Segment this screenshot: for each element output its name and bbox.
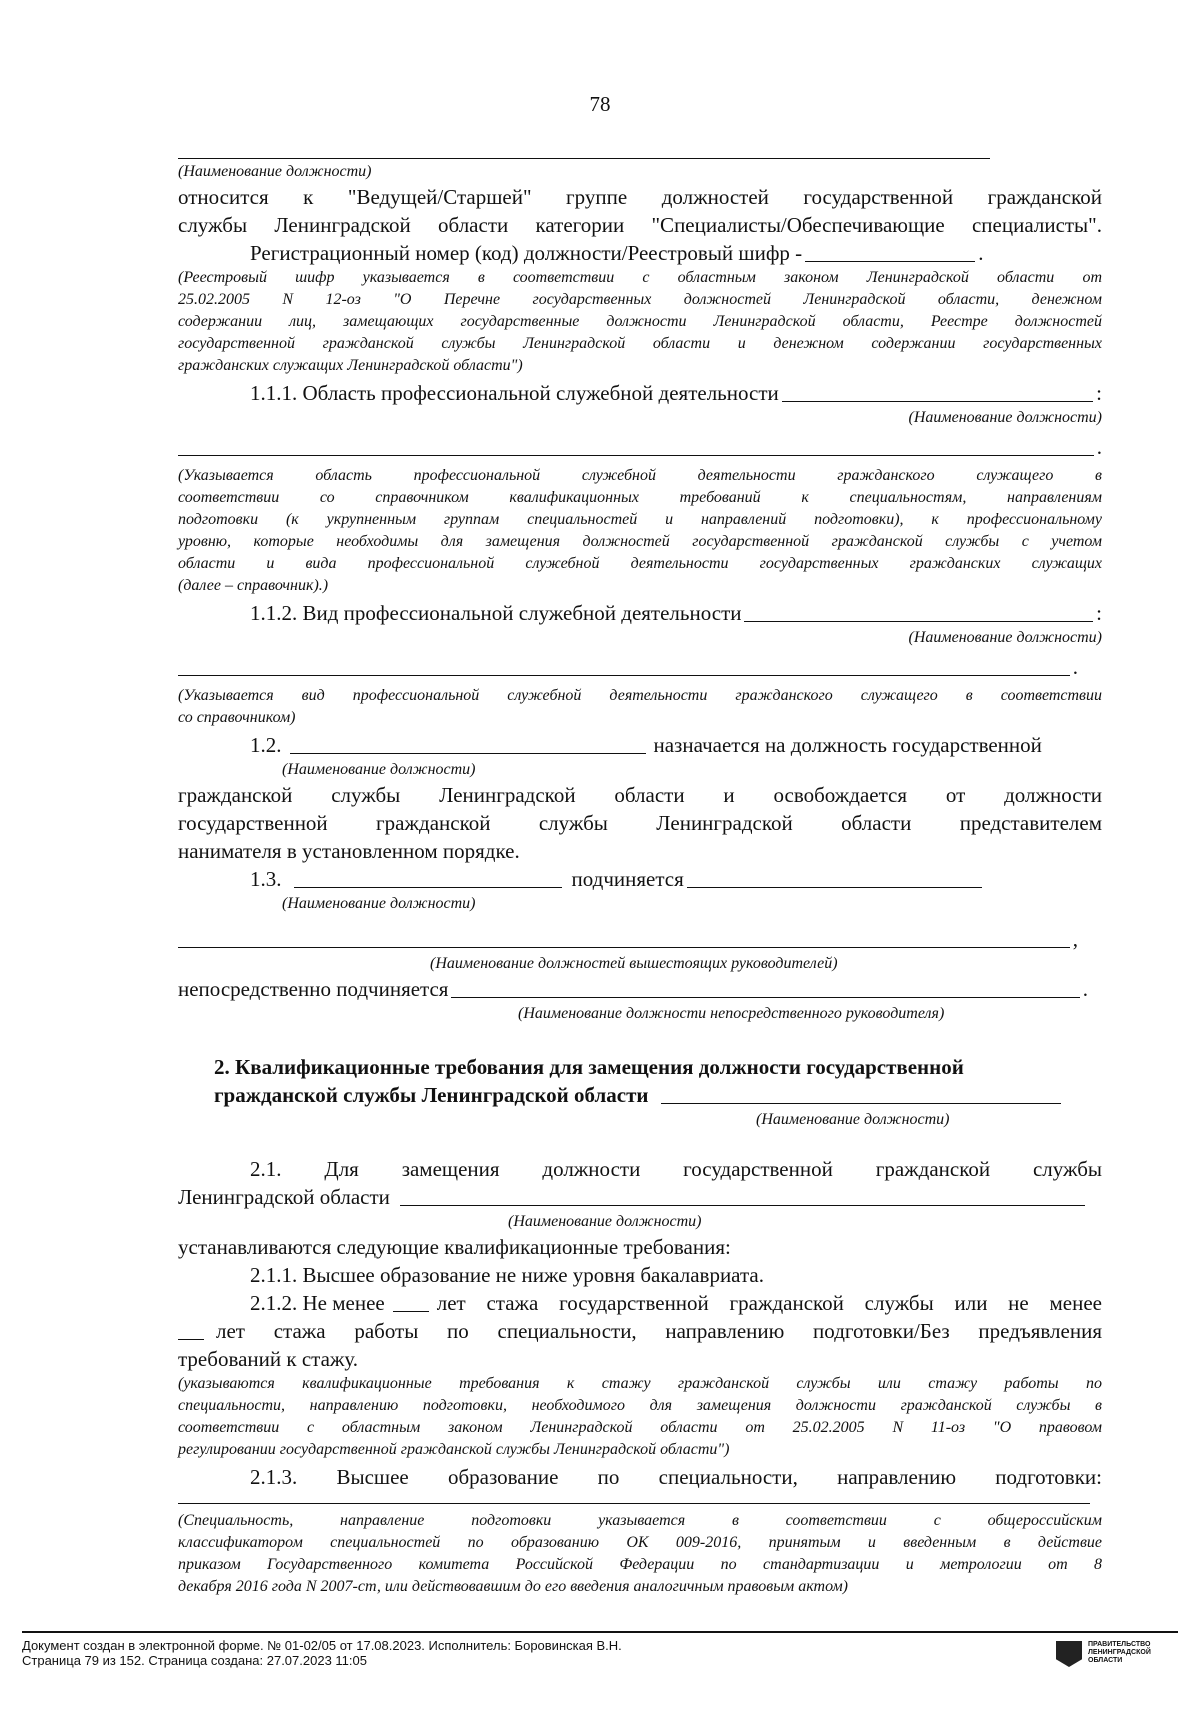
footer-divider [22,1631,1178,1633]
note-line: декабря 2016 года N 2007-ст, или действовавшим до его введения аналогичным правовым актом) [178,1578,849,1595]
direct-subordination: непосредственно подчиняется . [178,977,1088,1001]
note-line: (указываются квалификационные требования к стажу гражданской службы или стажу работы по [178,1375,1102,1392]
paragraph-line: гражданской службы Ленинградской области и освобождается от должности [178,783,1102,807]
caption: (Наименование должности) [908,629,1102,646]
blank-line [393,1291,429,1312]
paragraph-line [178,1183,1088,1211]
blank-line [782,381,1093,402]
section-12 [178,731,1102,759]
section-number: 1.3. [250,867,282,891]
logo-text [1088,1641,1151,1665]
blank-line [451,977,1079,998]
paragraph-line: нанимателя в установленном порядке. [178,839,520,863]
section-112: 1.1.2. Вид профессиональной служебной деятельности : [250,601,1102,625]
note-line: со справочником) [178,709,296,726]
note-line: содержании лиц, замещающих государственные должности Ленинградской области, Реестре должностей [178,313,1102,330]
caption: (Наименование должности) [508,1213,702,1230]
coat-of-arms-icon [1056,1641,1082,1667]
paragraph-line: относится к "Ведущей/Старшей" группе должностей государственной гражданской [178,185,1102,209]
blank-line [178,1319,204,1340]
blank-line [805,241,975,262]
paragraph-line: устанавливаются следующие квалификационные требования: [178,1235,731,1259]
note-line: (Указывается вид профессиональной служебной деятельности гражданского служащего в соответствии [178,687,1102,704]
footer [22,1638,622,1668]
section-text: назначается на должность государственной [653,733,1042,757]
paragraph-line: государственной гражданской службы Ленинградской области представителем [178,811,1102,835]
section-text: лет стажа государственной гражданской службы или не менее [436,1291,1102,1315]
section-111: 1.1.1. Область профессиональной служебной деятельности : [250,381,1102,405]
section-text: подчиняется [571,867,684,891]
note-line: регулировании государственной гражданской службы Ленинградской области") [178,1441,730,1458]
paragraph-line: 2.1. Для замещения должности государственной гражданской службы [250,1157,1102,1181]
section-heading [178,1081,1064,1109]
caption: (Наименование должности) [282,761,476,778]
blank-line [178,927,1070,948]
blank-row: , [178,925,1078,953]
section-text: лет стажа работы по специальности, направлению подготовки/Без предъявления [216,1319,1102,1343]
section-text: Ленинградской области [178,1185,390,1209]
note-line: 25.02.2005 N 12-оз "О Перечне государственных должностей Ленинградской области, денежном [178,291,1102,308]
footer-line: Документ создан в электронной форме. № 01-02/05 от 17.08.2023. Исполнитель: Боровинская В.Н. [22,1638,622,1653]
caption: (Наименование должности) [178,163,372,180]
note-line: (Указывается область профессиональной служебной деятельности гражданского служащего в [178,467,1102,484]
paragraph-line: 2.1.3. Высшее образование по специальности, направлению подготовки: [250,1465,1102,1489]
note-line: соответствии с областным законом Ленинградской области от 25.02.2005 N 11-оз "О правовом [178,1419,1102,1436]
paragraph-line: требований к стажу. [178,1347,359,1371]
caption: (Наименование должности) [756,1111,950,1128]
blank-row: . [178,653,1078,681]
page-number: 78 [589,92,611,116]
blank-line [178,655,1070,676]
logo-text-line: ПРАВИТЕЛЬСТВО [1088,1641,1151,1648]
paragraph-line: службы Ленинградской области категории "Специалисты/Обеспечивающие специалисты". [178,213,1102,237]
caption: (Наименование должности непосредственного руководителя) [518,1005,945,1022]
caption: (Наименование должности) [282,895,476,912]
document-body [178,163,1102,1598]
blank-line [290,733,646,754]
heading-text: гражданской службы Ленинградской области [214,1083,649,1107]
paragraph-line: 2.1.1. Высшее образование не ниже уровня бакалавриата. [250,1263,764,1287]
note-line: (далее – справочник).) [178,577,329,594]
note-line: подготовки (к укрупненным группам специальностей и направлений подготовки), к профессиональному [178,511,1102,528]
blank-line [687,867,982,888]
logo-text-line: ОБЛАСТИ [1088,1657,1123,1664]
blank-line [744,601,1093,622]
section-13 [178,865,985,893]
caption: (Наименование должностей вышестоящих руководителей) [430,955,838,972]
note-line: гражданских служащих Ленинградской области") [178,357,523,374]
section-text: 2.1.2. Не менее [250,1291,385,1315]
blank-line [400,1185,1085,1206]
note-line: специальности, направлению подготовки, необходимого для замещения должности гражданской службы в [178,1397,1102,1414]
paragraph-line [178,1289,1102,1317]
note-line: классификатором специальностей по образованию ОК 009-2016, принятым и введенным в действие [178,1534,1102,1551]
section-heading: 2. Квалификационные требования для замещения должности государственной [214,1055,964,1079]
government-logo [1056,1641,1151,1667]
blank-row: . [178,433,1102,461]
paragraph-line [178,1317,1102,1345]
registration-line: Регистрационный номер (код) должности/Реестровый шифр - . [250,241,984,265]
section-number: 1.2. [250,733,282,757]
footer-line: Страница 79 из 152. Страница создана: 27.07.2023 11:05 [22,1653,367,1668]
note-line: (Специальность, направление подготовки указывается в соответствии с общероссийским [178,1512,1102,1529]
note-line: государственной гражданской службы Ленинградской области и денежном содержании государственных [178,335,1102,352]
caption: (Наименование должности) [908,409,1102,426]
blank-line [661,1083,1061,1104]
note-line: уровню, которые необходимы для замещения должностей государственной гражданской службы с учетом [178,533,1102,550]
section-label: 1.1.2. Вид профессиональной служебной деятельности [250,601,742,625]
note-line: (Реестровый шифр указывается в соответствии с областным законом Ленинградской области от [178,269,1102,286]
blank-line [178,158,990,159]
logo-text-line: ЛЕНИНГРАДСКОЙ [1088,1649,1151,1656]
note-line: соответствии со справочником квалификационных требований к специальностям, направлениям [178,489,1102,506]
note-line: области и вида профессиональной служебной деятельности государственных гражданских служащих [178,555,1102,572]
blank-line [178,435,1094,456]
section-text: непосредственно подчиняется [178,977,449,1001]
section-label: 1.1.1. Область профессиональной служебной деятельности [250,381,779,405]
registration-label: Регистрационный номер (код) должности/Реестровый шифр - [250,241,803,265]
blank-line [294,867,562,888]
note-line: приказом Государственного комитета Российской Федерации по стандартизации и метрологии от 8 [178,1556,1102,1573]
